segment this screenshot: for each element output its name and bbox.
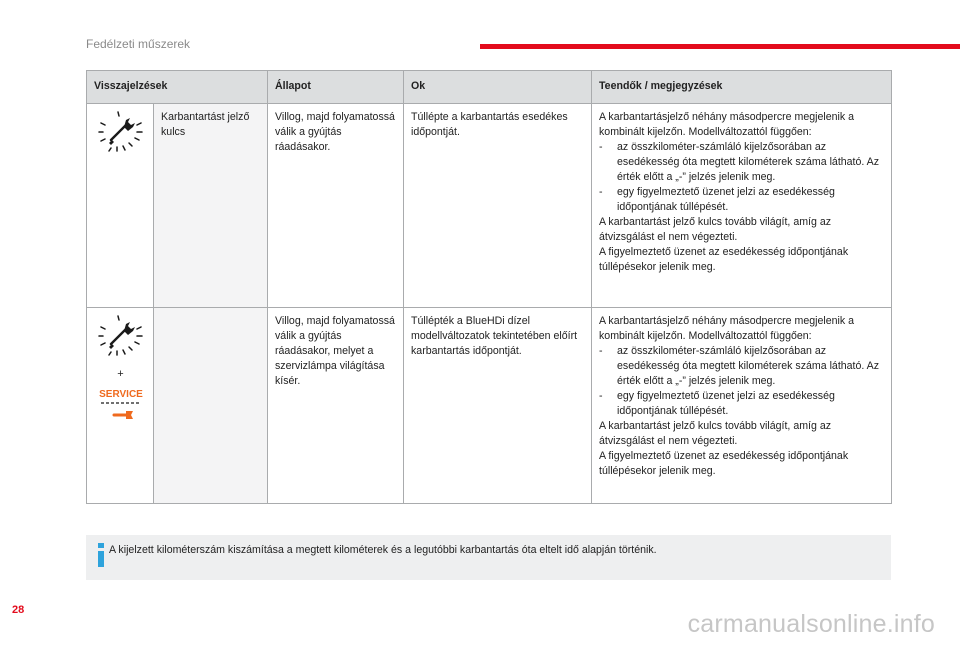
indicator-cell — [87, 104, 154, 308]
table-row — [87, 104, 892, 308]
column-header: Teendők / megjegyzések — [592, 71, 892, 104]
notes-intro: A karbantartásjelző néhány másodpercre megjelenik a kombinált kijelzőn. Modellváltozattól függően: — [599, 315, 854, 343]
column-header: Visszajelzések — [87, 71, 268, 104]
notes-text: A karbantartást jelző kulcs tovább világít, amíg az átvizsgálást el nem végezteti. — [599, 420, 832, 448]
list-item: - az összkilométer-számláló kijelzősorában az esedékesség óta megtett kilométerek száma látható. Az érték előtt a „-” jelzés jelenik meg. — [599, 141, 880, 184]
cause-cell: Túllépték a BlueHDi dízel modellváltozatok tekintetében előírt karbantartás időpontját. — [404, 308, 592, 504]
notes-cell — [592, 308, 892, 504]
info-icon — [98, 543, 104, 567]
section-title: Fedélzeti műszerek — [86, 37, 191, 51]
notes-text: A figyelmeztető üzenet az esedékesség időpontjának túllépésekor jelenik meg. — [599, 450, 849, 478]
header-accent-bar — [480, 44, 960, 49]
notes-cell — [592, 104, 892, 308]
service-label: SERVICE — [98, 388, 143, 400]
notes-text: A figyelmeztető üzenet az esedékesség időpontjának túllépésekor jelenik meg. — [599, 246, 849, 274]
table-row — [87, 308, 892, 504]
column-header: Ok — [404, 71, 592, 104]
info-box — [86, 535, 891, 580]
indicator-name-cell — [154, 308, 268, 504]
list-item: - az összkilométer-számláló kijelzősorában az esedékesség óta megtett kilométerek száma látható. Az érték előtt a „-” jelzés jelenik meg. — [599, 345, 880, 388]
service-wrench-icon — [98, 387, 144, 423]
indicator-cell — [87, 308, 154, 504]
state-cell: Villog, majd folyamatossá válik a gyújtás ráadásakor, melyet a szervizlámpa világítása kísér. — [268, 308, 404, 504]
plus-sign: + — [117, 368, 124, 381]
table-header-row — [87, 71, 892, 104]
cause-cell: Túllépte a karbantartás esedékes időpontját. — [404, 104, 592, 308]
wrench-icon — [97, 110, 145, 152]
notes-text: A karbantartást jelző kulcs tovább világít, amíg az átvizsgálást el nem végezteti. — [599, 216, 832, 244]
state-cell: Villog, majd folyamatossá válik a gyújtás ráadásakor. — [268, 104, 404, 308]
column-header: Állapot — [268, 71, 404, 104]
list-item: - egy figyelmeztető üzenet jelzi az esedékesség időpontjának túllépését. — [599, 390, 835, 418]
page-number: 28 — [12, 604, 25, 616]
watermark: carmanualsonline.info — [687, 610, 935, 638]
wrench-icon — [97, 314, 145, 356]
indicator-name-cell: Karbantartást jelző kulcs — [154, 104, 268, 308]
indicator-table — [86, 70, 892, 504]
info-text: A kijelzett kilométerszám kiszámítása a megtett kilométerek és a legutóbbi karbantartás óta eltelt idő alapján történik. — [109, 544, 657, 556]
list-item: - egy figyelmeztető üzenet jelzi az esedékesség időpontjának túllépését. — [599, 186, 835, 214]
notes-intro: A karbantartásjelző néhány másodpercre megjelenik a kombinált kijelzőn. Modellváltozattól függően: — [599, 111, 854, 139]
